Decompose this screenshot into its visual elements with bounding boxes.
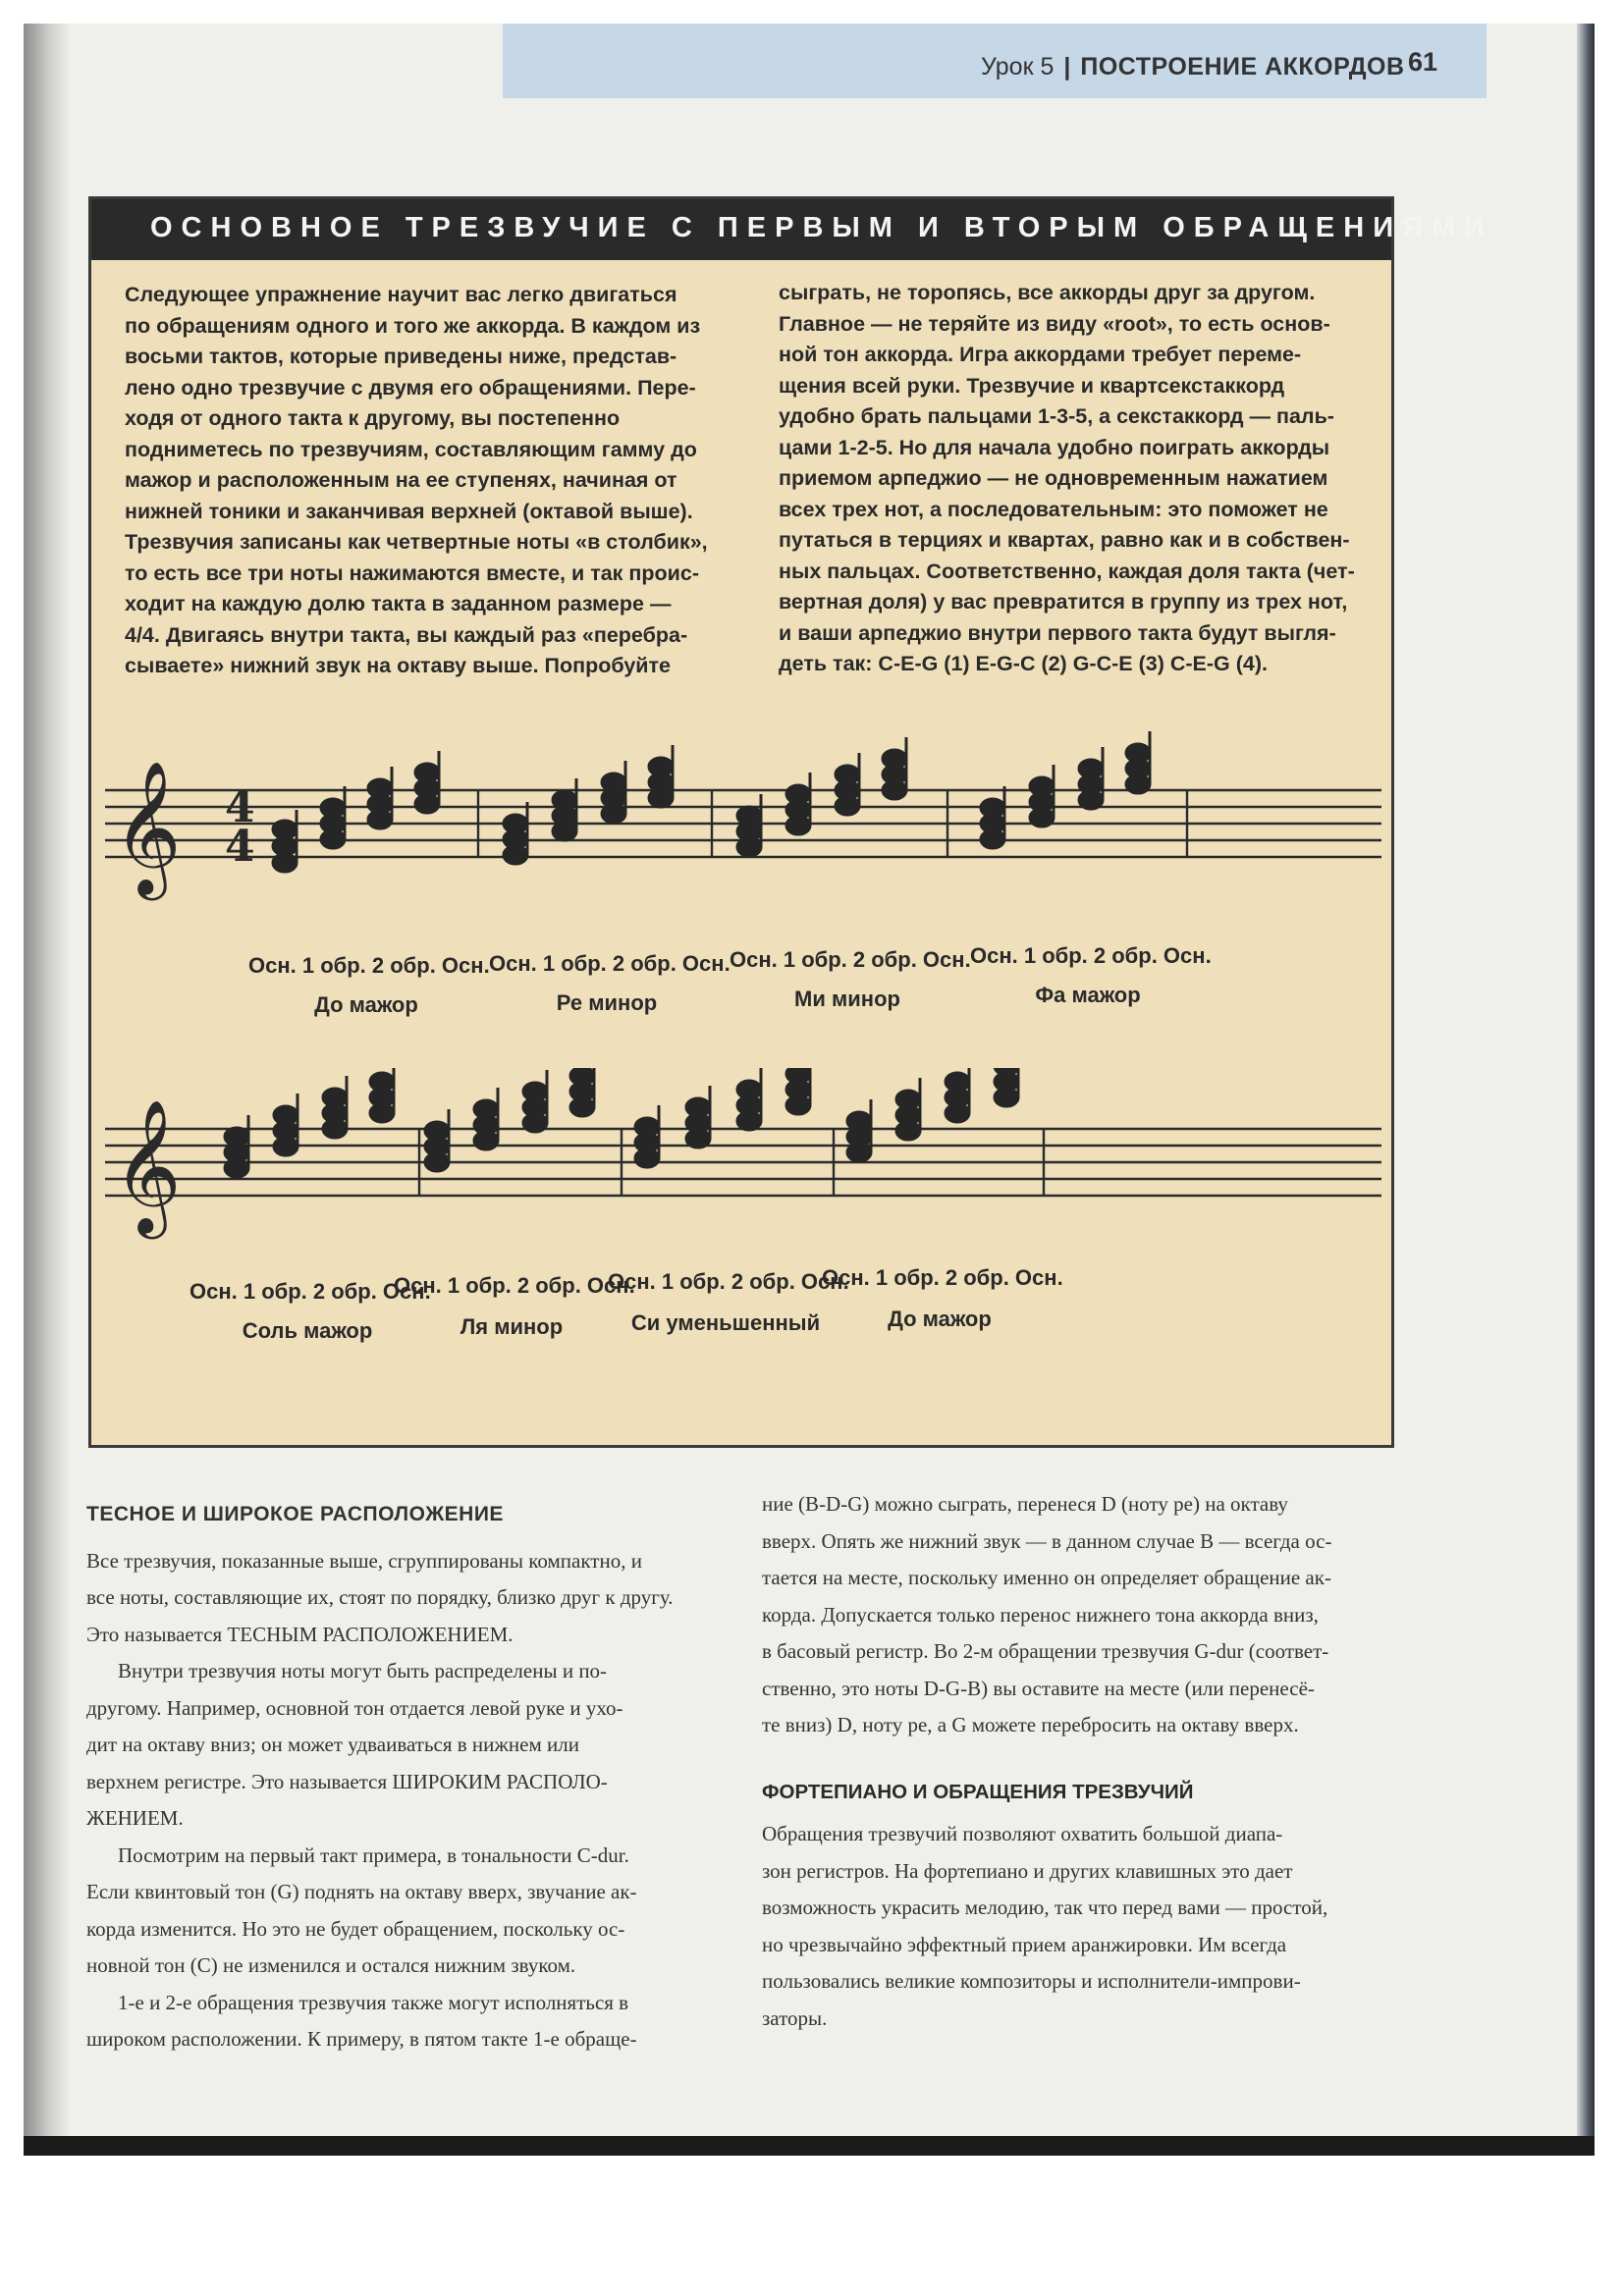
inversion-labels: Осн. 1 обр. 2 обр. Осн.	[822, 1265, 1063, 1290]
chord-name: До мажор	[314, 992, 418, 1017]
body-line: пользовались великие композиторы и исполнители-импрови-	[762, 1969, 1301, 1993]
text-line: по обращениям одного и того же аккорда. В каждом из	[125, 313, 701, 338]
body-line: Внутри трезвучия ноты могут быть распределены и по-	[118, 1659, 608, 1682]
text-line: Трезвучия записаны как четвертные ноты «в столбик»,	[125, 530, 708, 554]
body-line: дит на октаву вниз; он может удваиваться в нижнем или	[86, 1733, 579, 1756]
text-line: сыграть, не торопясь, все аккорды друг за другом.	[779, 281, 1316, 304]
text-line: деть так: C-E-G (1) E-G-C (2) G-C-E (3) C-E-G (4).	[779, 652, 1268, 675]
text-line: восьми тактов, которые приведены ниже, представ-	[125, 345, 677, 368]
book-edge	[1577, 24, 1595, 2156]
chapter-title: ПОСТРОЕНИЕ АККОРДОВ	[1080, 53, 1405, 80]
text-line: ных пальцах. Соответственно, каждая доля такта (чет-	[779, 559, 1355, 583]
chord-name: Ре минор	[556, 990, 658, 1015]
running-header	[981, 53, 1405, 81]
text-line: ходит на каждую долю такта в заданном размере —	[125, 592, 672, 615]
treble-clef-icon: 𝄞	[113, 1097, 182, 1233]
exercise-text-left	[125, 280, 773, 682]
body-line: ние (B-D-G) можно сыграть, перенеся D (ноту ре) на октаву	[762, 1492, 1288, 1516]
treble-clef-icon: 𝄞	[113, 759, 182, 894]
chord-name: Соль мажор	[242, 1318, 373, 1343]
right-column	[762, 1486, 1410, 2037]
body-line: вверх. Опять же нижний звук — в данном случае B — всегда ос-	[762, 1528, 1332, 1553]
text-line: подниметесь по трезвучиям, составляющим гамму до	[125, 437, 697, 461]
body-line: тается на месте, поскольку именно он определяет обращение ак-	[762, 1566, 1331, 1589]
text-line: то есть все три ноты нажимаются вместе, и так проис-	[125, 561, 700, 585]
text-line: всех трех нот, а последовательным: это поможет не	[779, 497, 1328, 521]
staff-row-1	[91, 729, 1391, 926]
text-line: сываете» нижний звук на октаву выше. Попробуйте	[125, 654, 672, 677]
time-signature-bottom: 4	[225, 822, 255, 872]
text-line: удобно брать пальцами 1-3-5, а секстаккорд — паль-	[779, 404, 1334, 428]
body-line: заторы.	[762, 2005, 828, 2030]
body-line: 1-е и 2-е обращения трезвучия также могут исполняться в	[118, 1990, 629, 2014]
text-line: приемом арпеджио — не одновременным нажатием	[779, 466, 1328, 490]
inversion-labels: Осн. 1 обр. 2 обр. Осн.	[608, 1269, 849, 1294]
body-line: корда. Допускается только перенос нижнего тона аккорда вниз,	[762, 1602, 1319, 1627]
text-line: мажор и расположенным на ее ступенях, начиная от	[125, 468, 677, 492]
text-line: 4/4. Двигаясь внутри такта, вы каждый раз «перебра-	[125, 622, 688, 647]
inversion-labels: Осн. 1 обр. 2 обр. Осн.	[248, 953, 490, 978]
inversion-labels: Осн. 1 обр. 2 обр. Осн.	[730, 947, 971, 972]
chord-name: До мажор	[888, 1307, 992, 1331]
lesson-label: Урок 5	[981, 53, 1055, 80]
body-line: в басовый регистр. Во 2-м обращении трезвучия G-dur (соответ-	[762, 1639, 1329, 1663]
page	[24, 24, 1595, 2156]
text-line: щения всей руки. Трезвучие и квартсекстаккорд	[779, 373, 1285, 398]
body-line: Если квинтовый тон (G) поднять на октаву вверх, звучание ак-	[86, 1880, 637, 1903]
body-line: широком расположении. К примеру, в пятом такте 1-е обраще-	[86, 2027, 637, 2051]
inversion-labels: Осн. 1 обр. 2 обр. Осн.	[489, 951, 730, 976]
page-number: 61	[1408, 47, 1438, 77]
inversion-labels: Осн. 1 обр. 2 обр. Осн.	[189, 1279, 431, 1304]
exercise-text-right	[779, 278, 1397, 680]
text-line: Главное — не теряйте из виду «root», то есть основ-	[779, 311, 1330, 336]
body-line: новной тон (C) не изменился и остался нижним звуком.	[86, 1953, 576, 1977]
chord-name: Фа мажор	[1035, 983, 1141, 1007]
body-line: возможность украсить мелодию, так что перед вами — простой,	[762, 1896, 1328, 1919]
body-line: верхнем регистре. Это называется ШИРОКИМ РАСПОЛО-	[86, 1769, 608, 1793]
exercise-title-bar	[91, 199, 1493, 260]
spine-shadow	[24, 24, 71, 2156]
body-line: но чрезвычайно эффектный прием аранжировки. Им всегда	[762, 1932, 1287, 1956]
chord-name: Си уменьшенный	[630, 1310, 821, 1335]
time-signature-top: 4	[225, 782, 255, 832]
inversion-labels: Осн. 1 обр. 2 обр. Осн.	[394, 1273, 635, 1298]
header-separator: |	[1063, 53, 1071, 80]
left-column	[86, 1496, 734, 2058]
body-line: те вниз) D, ноту ре, а G можете перебросить на октаву вверх.	[762, 1713, 1299, 1736]
text-line: ной тон аккорда. Игра аккордами требует переме-	[779, 343, 1302, 366]
body-line: другому. Например, основной тон отдается левой руке и ухо-	[86, 1695, 623, 1720]
text-line: лено одно трезвучие с двумя его обращениями. Пере-	[125, 375, 696, 400]
text-line: ходя от одного такта к другому, вы постепенно	[125, 406, 621, 430]
body-line: ЖЕНИЕМ.	[86, 1806, 184, 1830]
text-line: цами 1-2-5. Но для начала удобно поиграть аккорды	[779, 435, 1330, 459]
text-line: нижней тоники и заканчивая верхней (октавой выше).	[125, 499, 693, 523]
body-line: корда изменится. Но это не будет обращением, поскольку ос-	[86, 1916, 625, 1941]
exercise-title: ОСНОВНОЕ ТРЕЗВУЧИЕ С ПЕРВЫМ И ВТОРЫМ ОБРАЩЕНИЯМИ	[150, 212, 1493, 243]
body-line: Посмотрим на первый такт примера, в тональности C-dur.	[118, 1842, 629, 1867]
body-line: Обращения трезвучий позволяют охватить большой диапа-	[762, 1822, 1283, 1845]
chord-name: Ми минор	[794, 987, 900, 1011]
text-line: Следующее упражнение научит вас легко двигаться	[125, 283, 677, 306]
section-title: ФОРТЕПИАНО И ОБРАЩЕНИЯ ТРЕЗВУЧИЙ	[762, 1780, 1194, 1803]
body-line: Это называется ТЕСНЫМ РАСПОЛОЖЕНИЕМ.	[86, 1622, 514, 1646]
text-line: вертная доля) у вас превратится в группу из трех нот,	[779, 590, 1348, 614]
body-line: ственно, это ноты D-G-B) вы оставите на месте (или перенесё-	[762, 1676, 1315, 1700]
exercise-box	[88, 196, 1493, 1448]
section-title: ТЕСНОЕ И ШИРОКОЕ РАСПОЛОЖЕНИЕ	[86, 1503, 504, 1525]
chord-name: Ля минор	[460, 1314, 564, 1339]
text-line: путаться в терциях и квартах, равно как и в собствен-	[779, 528, 1350, 552]
text-line: и ваши арпеджио внутри первого такта будут выгля-	[779, 620, 1336, 645]
body-line: все ноты, составляющие их, стоят по порядку, близко друг к другу.	[86, 1585, 674, 1609]
scan-bottom-edge	[24, 2136, 1595, 2156]
staff-row-2	[91, 1068, 1391, 1264]
body-line: зон регистров. На фортепиано и других клавишных это дает	[762, 1858, 1293, 1883]
body-line: Все трезвучия, показанные выше, сгруппированы компактно, и	[86, 1548, 642, 1573]
inversion-labels: Осн. 1 обр. 2 обр. Осн.	[970, 943, 1212, 968]
